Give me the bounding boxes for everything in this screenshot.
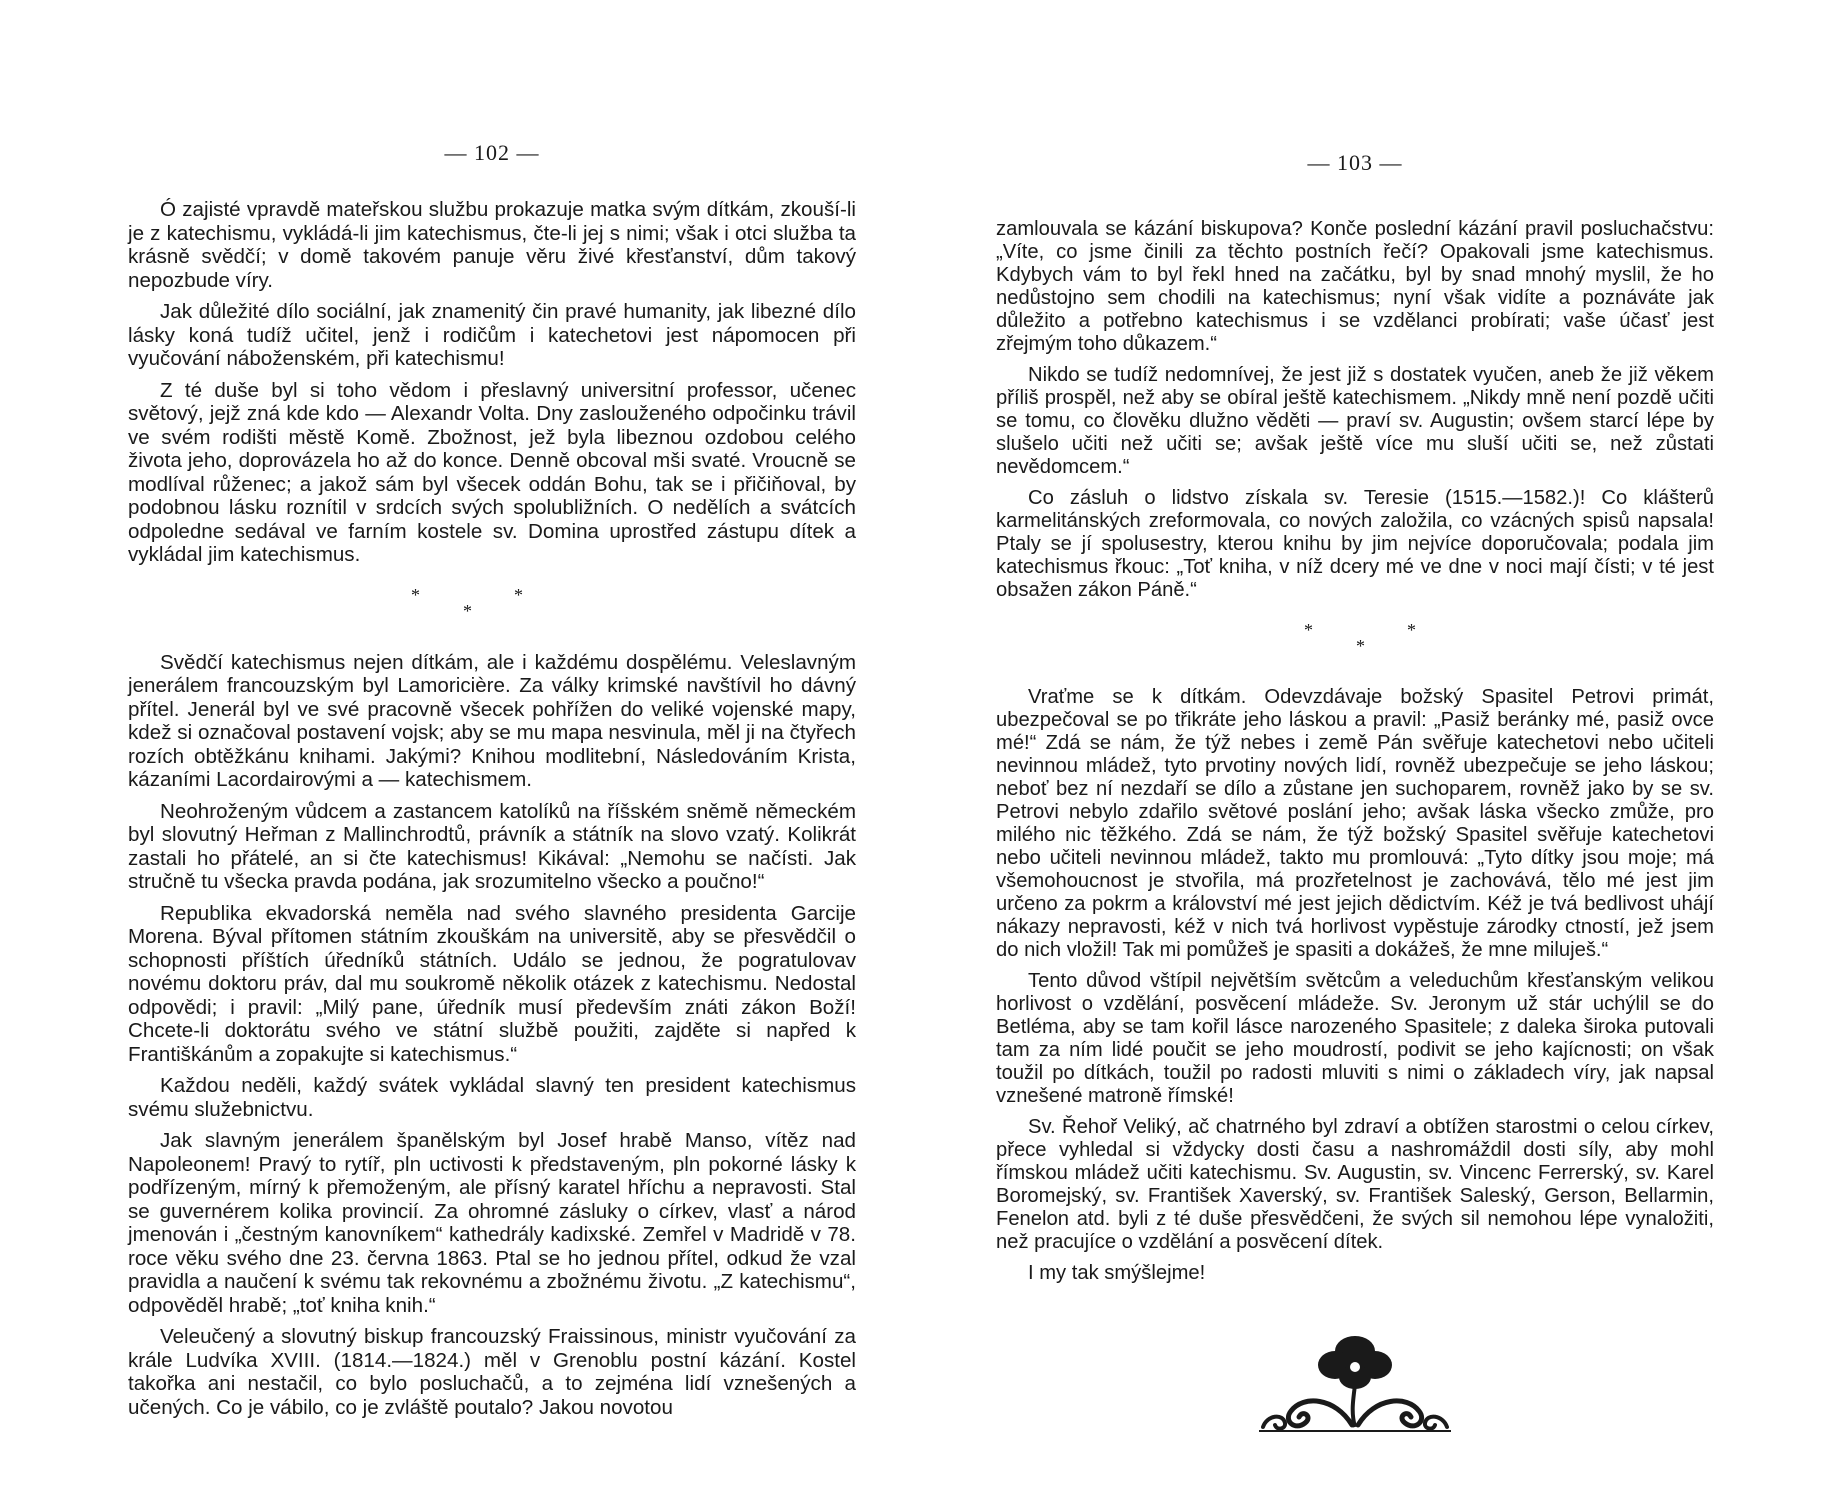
right-page [916,0,1832,1500]
paragraph: Z té duše byl si toho vědom i přeslavný universitní professor, učenec světový, jejž zná kde kdo — Alexandr Volta. Dny zaslouženého odpočinku trávil ve svém rodišti městě Komě. Zbožnost, jež byla libeznou ozdobou celého života jeho, doprovázela ho až do konce. Denně obcoval mši svaté. Vroucně se modlíval růženec; a jakož sám byl všecek oddán Bohu, tak se i přičiňoval, by podobnou lásku roznítil v srdcích svých spolubližních. O nedělích a svátcích odpoledne sedával ve farním kostele sv. Domina uprostřed zástupu dítek a vykládal jim katechismus. [128,378,856,566]
paragraph: zamlouvala se kázání biskupova? Konče poslední kázání pravil posluchačstvu: „Víte, co jsme činili za těchto postních řečí? Opakovali jsme katechismus. Kdybych vám to byl řekl hned na začátku, byl by snad mnohý myslil, že ho nedůstojno sem chodili na katechismus; nyní však vidíte a poznáváte jak důležito a potřebno katechismus i se vzdělanci probírati; vaše účasť jest zřejmým toho důkazem.“ [996,218,1714,355]
paragraph: Jak slavným jenerálem španělským byl Josef hrabě Manso, vítěz nad Napoleonem! Pravý to rytíř, pln uctivosti k představeným, pln pokorné lásky k podřízeným, mírný k přemoženým, ale přísný karatel hříchu a nepravosti. Stal se guvernérem kolika provincií. Za ohromné zásluky o církev, vlasť a národ jmenován i „čestným kanovníkem“ kathedrály kadixské. Zemřel v Madridě v 78. roce věku svého dne 23. června 1863. Ptal se ho jednou přítel, odkud že vzal pravidla a naučení k svému tak rekovnému a zbožnému životu. „Z katechismu“, odpověděl hrabě; „toť kniha knih.“ [128,1129,856,1317]
paragraph: Vraťme se k dítkám. Odevzdávaje božský Spasitel Petrovi primát, ubezpečoval se po třikráte jeho láskou a pravil: „Pasiž beránky mé, pasiž ovce mé!“ Zdá se nám, že týž nebes i země Pán svěřuje katechetovi nebo učiteli nevinnou mládež, tyto prvotiny nových lidí, rovněž ubezpečuje se jeho láskou; neboť bez ní nezdaří se dílo a zůstane jen suchoparem, rovněž jako by se sv. Petrovi nebylo zdařilo světové poslání jeho; avšak láska všecko zmůže, pro milého nic těžkého. Zdá se nám, že týž božský Spasitel svěřuje katechetovi nebo učiteli nevinnou mládež, takto mu promlouvá: „Tyto dítky jsou moje; má všemohoucnost je stvořila, má prozřetelnost je zachovává, tělo mé jest jim určeno za pokrm a království mé jest jejich dědictvím. Kéž je tvá bedlivost uhájí nákazy nepravosti, kéž v nich tvá horlivost vypěstuje zárodky ctností, jež jsem do nich vložil! Tak mi pomůžeš je spasiti a dokážeš, že mne miluješ.“ [996,686,1714,961]
paragraph: Co zásluh o lidstvo získala sv. Teresie (1515.—1582.)! Co klášterů karmelitánských zreformovala, co nových založila, co vzácných spisů napsala! Ptaly se jí spolusestry, kterou knihu by jim nejvíce doporučovala; podala jim katechismus řkouc: „Toť kniha, v níž dcery mé ve dne v noci mají čísti; v té jest obsažen zákon Páně.“ [996,487,1714,601]
left-page-body [128,198,856,1419]
paragraph: Nikdo se tudíž nedomnívej, že jest již s dostatek vyučen, aneb že již věkem příliš prospěl, než aby se obíral ještě katechismem. „Nikdy mně není pozdě učiti se tomu, co člověku dlužno věděti — praví sv. Augustin; ovšem starcí lépe by slušelo učiti než učiti se; avšak ještě více mu sluší učiti se, než zůstati nevědomcem.“ [996,364,1714,478]
right-page-body [996,218,1714,1285]
page-number-left: — 102 — [444,140,540,165]
paragraph: Svědčí katechismus nejen dítkám, ale i každému dospělému. Veleslavným jenerálem francouzským byl Lamoricière. Za války krimské navštívil ho dávný přítel. Jenerál byl ve své pracovně všecek pohřížen do veliké vojenské mapy, kdež si označoval postavení vojsk; aby se mu mapa nesvinula, měl ji na čtyřech rozích obtěžkánu knihami. Jakými? Knihou modlitební, Následováním Krista, kázaními Lacordairovými a — katechismem. [128,650,856,791]
asterism-star: * [411,584,420,605]
paragraph: Veleučený a slovutný biskup francouzský Fraissinous, ministr vyučování za krále Ludvíka XVIII. (1814.—1824.) měl v Grenoblu postní kázání. Kostel takořka ani nestačil, co bylo posluchačů, a to zejména lidí vznešených a učených. Co je vábilo, co je zvláště poutalo? Jakou novotou [128,1325,856,1419]
asterism-star: * [463,600,472,621]
asterism-divider [128,581,856,627]
paragraph: Ó zajisté vpravdě mateřskou službu prokazuje matka svým dítkám, zkouší-li je z katechismu, vykládá-li jim katechismus, čte-li jej s nimi; však i otci služba ta krásně svědčí; v domě takovém panuje věru živé křesťanství, dům takový nepozbude víry. [128,198,856,292]
paragraph: I my tak smýšlejme! [1028,1262,1206,1284]
asterism-star: * [514,584,523,605]
page-number-right: — 103 — [1307,150,1403,175]
paragraph: Sv. Řehoř Veliký, ač chatrného byl zdraví a obtížen starostmi o celou církev, přece vyhledal si vždycky dosti času a nashromáždil dosti síly, aby mohl římskou mládež učiti katechismu. Sv. Augustin, sv. Vincenc Ferrerský, sv. Karel Boromejský, sv. František Xaverský, sv. František Saleský, Gerson, Bellarmin, Fenelon atd. byli z té duše přesvědčeni, že svých sil nemohou lépe vynaložiti, než pracujíce o vzdělání a posvěcení dítek. [996,1116,1714,1253]
pansy-flower-ornament-icon [1255,1325,1455,1435]
asterism-star: * [1407,620,1416,640]
asterism-divider [996,616,1714,662]
paragraph: Tento důvod vštípil největším světcům a veleduchům křesťanským velikou horlivost o vzdělání, posvěcení mládeže. Sv. Jeronym už stár uchýlil se do Betléma, aby se tam kořil lásce narozeného Spasitele; z daleka široka putovali tam za ním lidé poučit se jeho moudrostí, podivit se jeho kajícnosti; on však toužil po dítkách, toužil po radosti mluviti s nimi o základech víry, jak napsal vznešené matroně římské! [996,970,1714,1107]
asterism-star: * [1304,620,1313,640]
asterism-star: * [1356,636,1365,656]
paragraph: Jak důležité dílo sociální, jak znamenitý čin pravé humanity, jak libezné dílo lásky koná tudíž učitel, jenž i rodičům i katechetovi jest nápomocen při vyučování náboženském, při katechismu! [128,300,856,370]
paragraph: Republika ekvadorská neměla nad svého slavného presidenta Garcije Morena. Býval přítomen státním zkouškám na universitě, aby se přesvědčil o schopnosti příštích úředníků státních. Událo se jednou, že pogratulovav novému doktoru práv, dal mu soukromě několik otázek z katechismu. Nedostal odpovědi; i pravil: „Milý pane, úředník musí především znáti zákon Boží! Chcete-li doktorátu svého ve státní službě použiti, zajděte si napřed k Františkánům a zopakujte si katechismus.“ [128,901,856,1066]
paragraph: Každou neděli, každý svátek vykládal slavný ten president katechismus svému služebnictvu. [128,1074,856,1121]
paragraph: Neohroženým vůdcem a zastancem katolíků na říšském sněmě německém byl slovutný Heřman z Mallinchrodtů, právník a státník na slovo vzatý. Kolikrát zastali ho přátelé, an si čte katechismus! Kikával: „Nemohu se načísti. Jak stručně tu všecka pravda podána, jak srozumitelno všecko a poučno!“ [128,799,856,893]
